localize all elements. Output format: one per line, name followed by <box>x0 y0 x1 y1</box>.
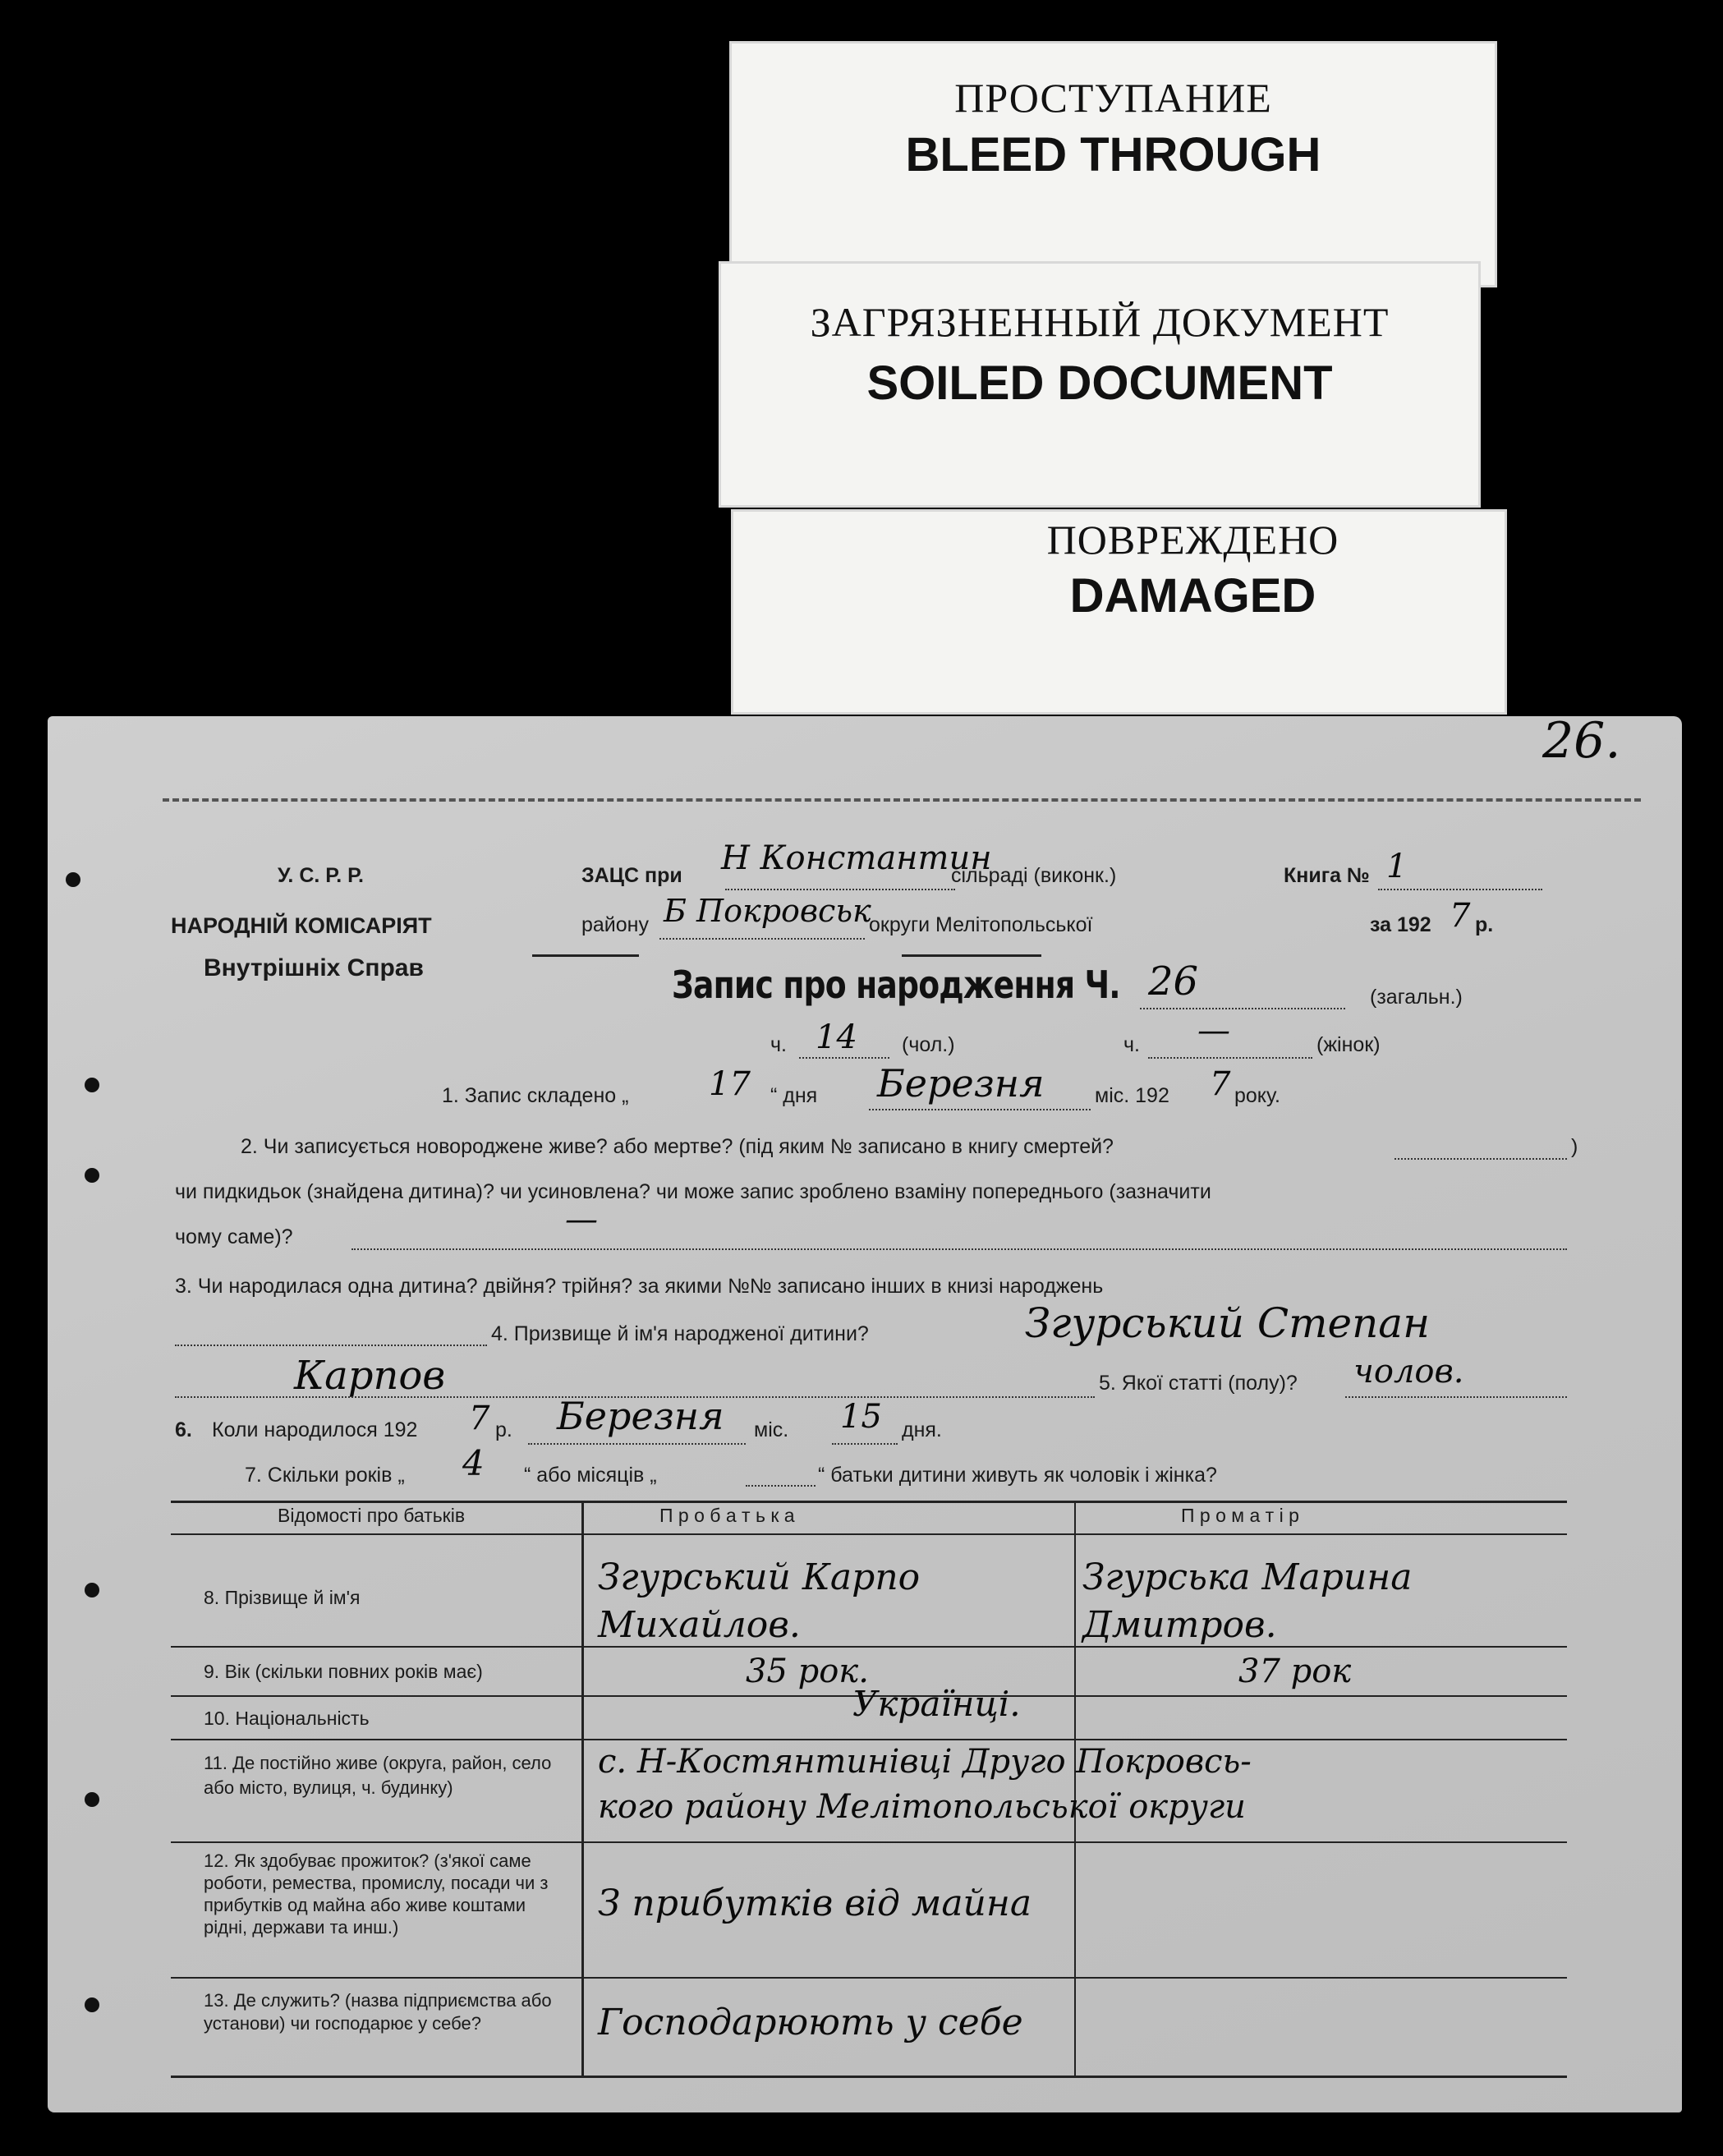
fill-line <box>351 1248 1567 1250</box>
fill-line <box>1148 1057 1312 1059</box>
q6-month-handwritten: Березня <box>557 1394 724 1438</box>
fill-line <box>746 1485 816 1487</box>
underline-mark <box>532 954 639 957</box>
zags-handwritten: Н Константин <box>721 839 992 877</box>
male-label: (чол.) <box>902 1033 955 1056</box>
q2-line3: чому саме)? <box>175 1225 293 1248</box>
row-13-handwritten: Господарюють у себе <box>598 2002 1023 2043</box>
q6-label: Коли народилося 192 <box>212 1418 418 1441</box>
row-10-handwritten: Українці. <box>852 1684 1021 1724</box>
fill-line <box>869 1109 1091 1110</box>
commissariat-heading: НАРОДНІЙ КОМІСАРІЯТ <box>171 913 432 938</box>
q1-day-handwritten: 17 <box>709 1065 751 1103</box>
row-11-handwritten-line2: кого району Мелітопольської округи <box>598 1788 1246 1826</box>
table-row-border <box>171 1841 1567 1843</box>
ch-label: ч. <box>770 1033 787 1056</box>
birth-record-form <box>48 712 1682 2112</box>
okrug-label: округи Мелітопольської <box>869 913 1093 936</box>
row-8-mother-handwritten: Згурська Марина Дмитров. <box>1082 1556 1413 1646</box>
fill-line <box>1394 1158 1567 1160</box>
q1-year-label: року. <box>1234 1084 1280 1107</box>
q2-line1: 2. Чи записується новороджене живе? або мертве? (під яким № записано в книгу смертей? <box>241 1135 1114 1158</box>
q2-line1-end: ) <box>1571 1135 1578 1158</box>
soiled-document-label <box>719 261 1481 508</box>
zags-label: ЗАЦС при <box>581 864 682 887</box>
q6-year-handwritten: 7 <box>469 1400 490 1437</box>
table-row-border <box>171 1646 1567 1648</box>
table-column-divider <box>581 1501 584 2076</box>
q1-year-handwritten: 7 <box>1210 1065 1231 1103</box>
female-label: (жінок) <box>1316 1033 1381 1056</box>
table-header-parents: Відомості про батьків <box>278 1505 466 1526</box>
fill-line <box>1378 889 1542 890</box>
punch-hole <box>85 1997 99 2012</box>
q6-year-label: р. <box>495 1418 512 1441</box>
label-en-text: SOILED DOCUMENT <box>866 356 1333 410</box>
punch-hole <box>85 1168 99 1183</box>
row-11-label: 11. Де постійно живе (округа, район, село або місто, вулиця, ч. будинку) <box>204 1753 552 1798</box>
form-title: Запис про народження Ч. <box>672 963 1120 1007</box>
fill-line <box>659 938 865 940</box>
year-handwritten: 7 <box>1450 897 1471 935</box>
internal-affairs-heading: Внутрішніх Справ <box>204 954 424 981</box>
punch-hole <box>66 872 80 887</box>
q6-day-label: дня. <box>902 1418 942 1441</box>
q4-name-handwritten: Згурський Степан <box>1025 1299 1431 1347</box>
fill-line <box>1140 1008 1345 1009</box>
record-number-handwritten: 26 <box>1148 958 1199 1004</box>
row-9-father-handwritten: 35 рок. <box>746 1653 869 1690</box>
raion-label: району <box>581 913 649 936</box>
year-label-end: р. <box>1475 913 1494 936</box>
table-header-mother: П р о м а т і р <box>1181 1505 1299 1526</box>
fill-line <box>725 889 955 890</box>
q5-label: 5. Якої статті (полу)? <box>1099 1372 1298 1395</box>
female-count-handwritten: — <box>1197 1012 1230 1050</box>
q2-line2: чи пидкидьок (знайдена дитина)? чи усиновлена? чи може запис зроблено взаміну попереднього (зазначити <box>175 1180 1211 1203</box>
perforation-line <box>163 798 1641 802</box>
book-label: Книга № <box>1284 864 1370 887</box>
q1-label: 1. Запис складено „ <box>442 1084 629 1107</box>
q5-handwritten: чолов. <box>1353 1353 1464 1391</box>
q7-years-handwritten: 4 <box>462 1443 485 1483</box>
sheet-number: 26. <box>1542 712 1621 770</box>
q1-month-label: міс. 192 <box>1095 1084 1169 1107</box>
damaged-label <box>731 509 1507 715</box>
row-9-label: 9. Вік (скільки повних років має) <box>204 1661 483 1682</box>
table-header-border <box>171 1533 1567 1535</box>
year-label: за 192 <box>1370 913 1431 936</box>
underline-mark <box>902 954 1041 957</box>
row-8-father-handwritten: Згурський Карпо Михайлов. <box>598 1556 921 1646</box>
q4-label: 4. Призвище й ім'я народженої дитини? <box>491 1322 869 1345</box>
q2-handwritten: — <box>565 1201 598 1239</box>
row-12-handwritten: З прибутків від майна <box>598 1882 1032 1924</box>
punch-hole <box>85 1792 99 1807</box>
male-count-handwritten: 14 <box>816 1018 857 1056</box>
ussr-heading: У. С. Р. Р. <box>278 864 364 887</box>
fill-line <box>1345 1396 1567 1398</box>
punch-hole <box>85 1583 99 1597</box>
punch-hole <box>85 1078 99 1092</box>
bleed-through-label <box>729 41 1497 287</box>
raion-handwritten: Б Покровськ <box>664 893 871 929</box>
q6-number: 6. <box>175 1418 192 1441</box>
row-10-label: 10. Національність <box>204 1708 370 1729</box>
row-12-label: 12. Як здобуває прожиток? (з'якої саме роботи, ремества, промислу, посади чи з прибутків од майна або живе коштами рідні, держави та инш.) <box>204 1850 549 1938</box>
label-en-text: BLEED THROUGH <box>905 128 1321 182</box>
label-en-text: DAMAGED <box>1069 569 1316 623</box>
label-ru-text: ПРОСТУПАНИЕ <box>954 75 1272 121</box>
row-9-mother-handwritten: 37 рок <box>1238 1653 1352 1690</box>
q7-months-label: “ або місяців „ <box>524 1464 657 1487</box>
table-row-border <box>171 1739 1567 1740</box>
table-bottom-border <box>171 2076 1567 2078</box>
label-ru-text: ЗАГРЯЗНЕННЫЙ ДОКУМЕНТ <box>810 299 1390 345</box>
fill-line <box>799 1057 889 1059</box>
q7-label-end: “ батьки дитини живуть як чоловік і жінка? <box>818 1464 1217 1487</box>
q6-day-handwritten: 15 <box>840 1398 882 1436</box>
book-number-handwritten: 1 <box>1386 848 1408 885</box>
fill-line <box>528 1443 746 1445</box>
row-11-handwritten-line1: с. Н-Костянтинівці Друго Покровсь- <box>598 1743 1252 1781</box>
q1-day-label: “ дня <box>770 1084 818 1107</box>
fill-line <box>175 1345 487 1346</box>
row-8-label: 8. Прізвище й ім'я <box>204 1587 361 1608</box>
fill-line <box>832 1443 898 1445</box>
label-ru-text: ПОВРЕЖДЕНО <box>1046 517 1339 563</box>
q1-month-handwritten: Березня <box>877 1061 1045 1106</box>
ch-label: ч. <box>1123 1033 1140 1056</box>
general-label: (загальн.) <box>1370 986 1463 1009</box>
zags-label-end: сільраді (виконк.) <box>951 864 1117 887</box>
row-13-label: 13. Де служить? (назва підприємства або установи) чи господарює у себе? <box>204 1990 552 2034</box>
table-row-border <box>171 1977 1567 1979</box>
q3-text: 3. Чи народилася одна дитина? двійня? трійня? за якими №№ записано інших в книзі народжень <box>175 1275 1104 1298</box>
table-header-father: П р о б а т ь к а <box>659 1505 795 1526</box>
q6-month-label: міс. <box>754 1418 789 1441</box>
q7-label: 7. Скільки років „ <box>245 1464 405 1487</box>
q4-patronymic-handwritten: Карпов <box>294 1353 446 1399</box>
table-top-border <box>171 1501 1567 1503</box>
